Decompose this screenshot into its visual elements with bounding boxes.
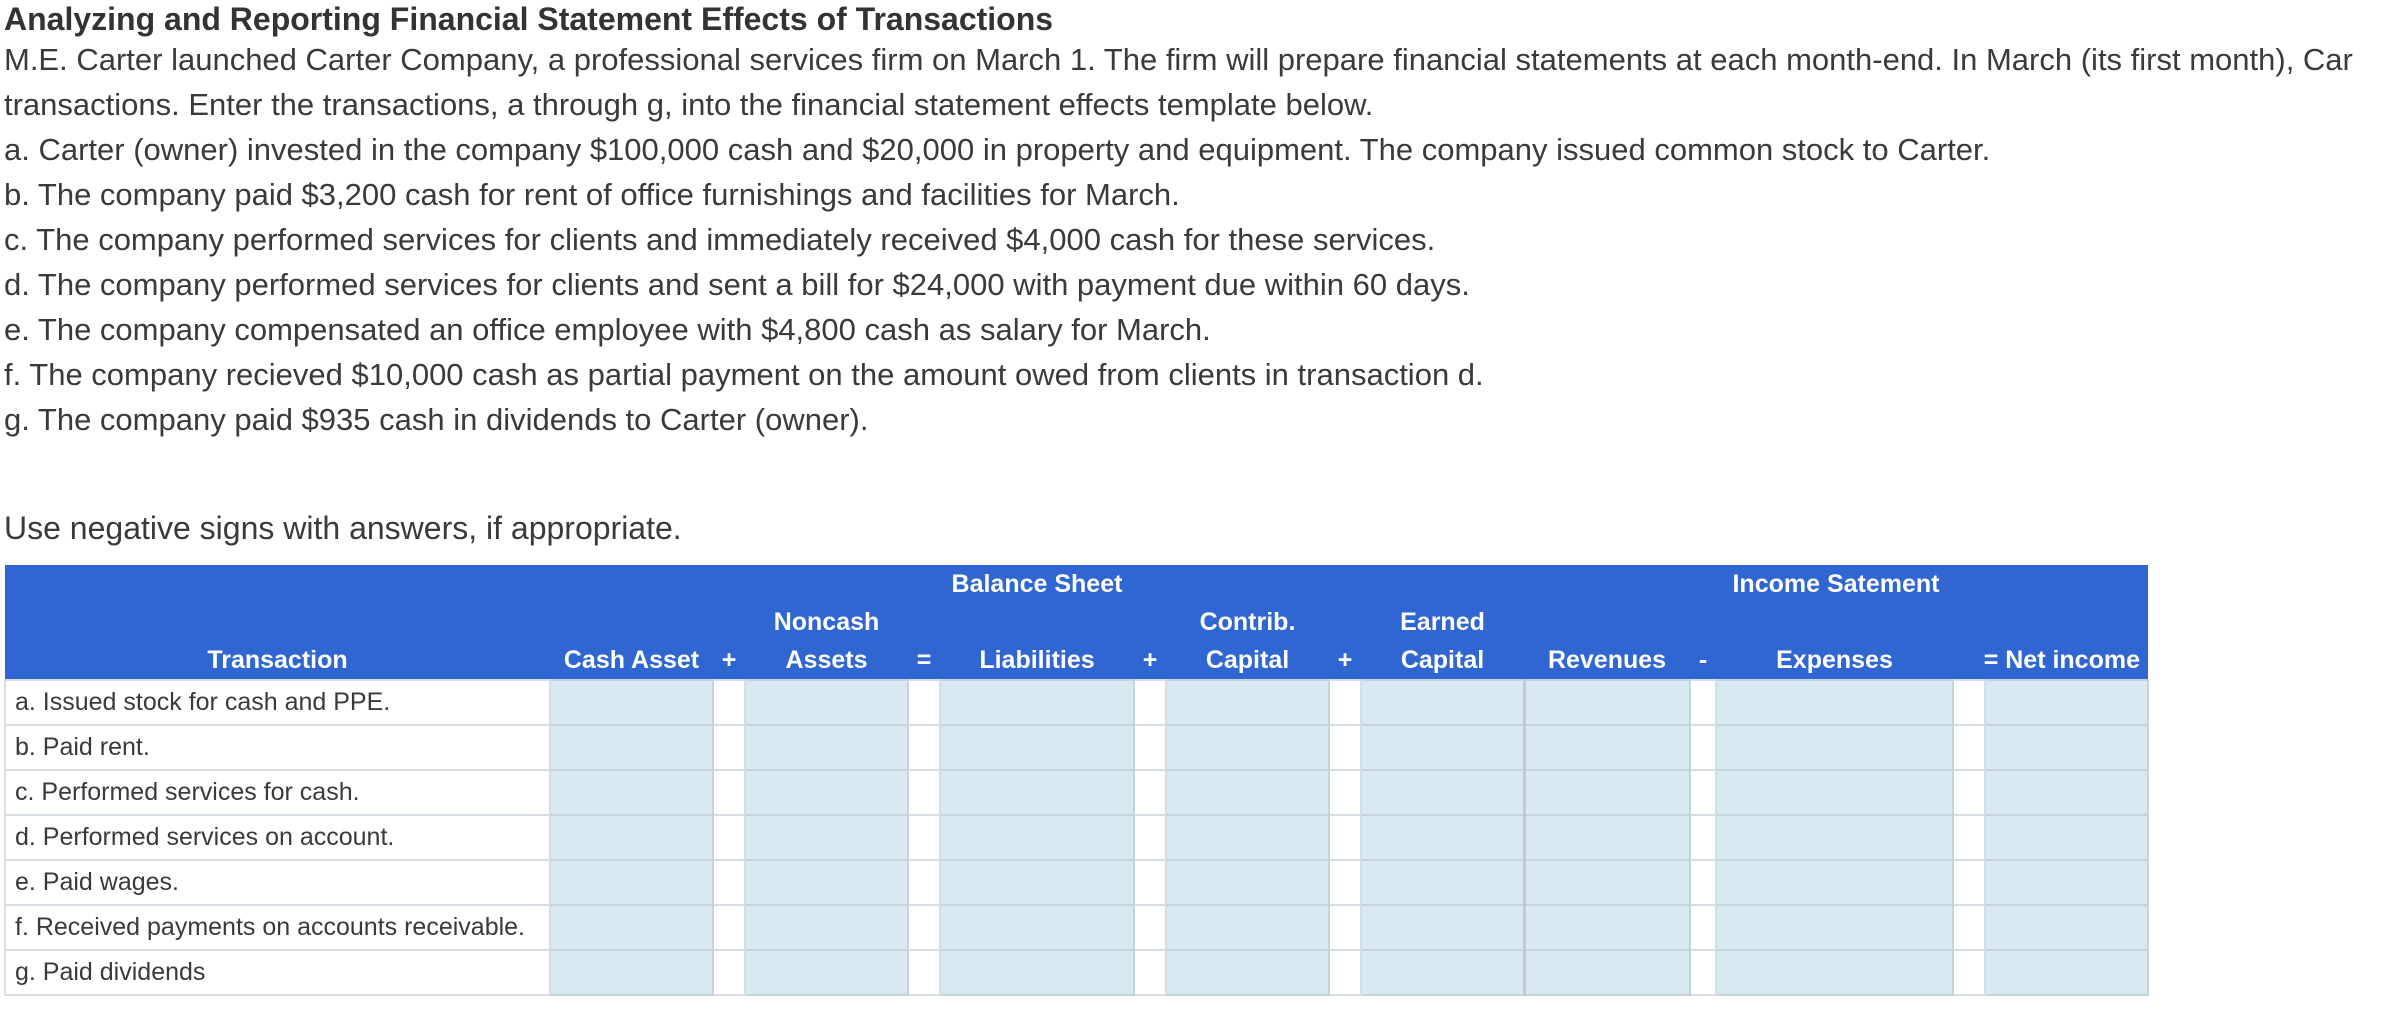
noncash-assets-input[interactable]	[745, 815, 908, 860]
liabilities-input[interactable]	[940, 725, 1134, 770]
contrib-capital-input[interactable]	[1166, 725, 1329, 770]
transaction-text-g: g. The company paid $935 cash in dividends to Carter (owner).	[4, 402, 869, 437]
contrib-capital-input[interactable]	[1166, 815, 1329, 860]
balance-sheet-header: Balance Sheet	[5, 565, 1524, 603]
table-row	[5, 905, 2148, 950]
cash-asset-input[interactable]	[550, 860, 713, 905]
cash-asset-input[interactable]	[550, 905, 713, 950]
revenues-input[interactable]	[1524, 725, 1690, 770]
instruction-note: Use negative signs with answers, if appropriate.	[4, 510, 682, 546]
cash-asset-input[interactable]	[550, 950, 713, 995]
expenses-input[interactable]	[1716, 905, 1953, 950]
liabilities-header: Liabilities	[940, 641, 1134, 680]
row-label: e. Paid wages.	[5, 860, 550, 905]
liabilities-input[interactable]	[940, 905, 1134, 950]
noncash-assets-input[interactable]	[745, 725, 908, 770]
net-income-input[interactable]	[1985, 950, 2148, 995]
expenses-header: Expenses	[1716, 641, 1953, 680]
earned-capital-input[interactable]	[1361, 770, 1524, 815]
net-income-input[interactable]	[1985, 770, 2148, 815]
noncash-assets-input[interactable]	[745, 770, 908, 815]
expenses-input[interactable]	[1716, 860, 1953, 905]
cash-asset-input[interactable]	[550, 680, 713, 725]
liabilities-input[interactable]	[940, 680, 1134, 725]
transaction-text-e: e. The company compensated an office employee with $4,800 cash as salary for March.	[4, 312, 1211, 347]
cash-asset-input[interactable]	[550, 815, 713, 860]
noncash-header-line2: Assets	[745, 641, 908, 680]
transaction-text-b: b. The company paid $3,200 cash for rent of office furnishings and facilities for March.	[4, 177, 1180, 212]
noncash-assets-input[interactable]	[745, 680, 908, 725]
contrib-header-line1: Contrib.	[1166, 603, 1329, 641]
net-income-input[interactable]	[1985, 905, 2148, 950]
expenses-input[interactable]	[1716, 950, 1953, 995]
earned-capital-input[interactable]	[1361, 860, 1524, 905]
row-label: c. Performed services for cash.	[5, 770, 550, 815]
noncash-assets-input[interactable]	[745, 905, 908, 950]
cash-asset-input[interactable]	[550, 725, 713, 770]
income-statement-header: Income Satement	[1524, 565, 2148, 603]
cash-asset-header: Cash Asset	[550, 641, 713, 680]
table-row	[5, 725, 2148, 770]
table-row	[5, 770, 2148, 815]
contrib-capital-input[interactable]	[1166, 680, 1329, 725]
contrib-capital-input[interactable]	[1166, 770, 1329, 815]
row-label: g. Paid dividends	[5, 950, 550, 995]
table-row	[5, 860, 2148, 905]
intro-line-1: M.E. Carter launched Carter Company, a professional services firm on March 1. The firm will prepare financial statements at each month-end. In March (its first month), Car	[4, 42, 2353, 77]
earned-capital-input[interactable]	[1361, 680, 1524, 725]
effects-template-table	[4, 565, 2149, 996]
liabilities-input[interactable]	[940, 770, 1134, 815]
transaction-text-c: c. The company performed services for clients and immediately received $4,000 cash for these services.	[4, 222, 1436, 257]
minus-operator: -	[1690, 641, 1716, 680]
table-row	[5, 815, 2148, 860]
contrib-capital-input[interactable]	[1166, 905, 1329, 950]
earned-capital-input[interactable]	[1361, 725, 1524, 770]
net-income-input[interactable]	[1985, 860, 2148, 905]
row-label: a. Issued stock for cash and PPE.	[5, 680, 550, 725]
net-income-input[interactable]	[1985, 725, 2148, 770]
row-label: d. Performed services on account.	[5, 815, 550, 860]
transaction-text-d: d. The company performed services for clients and sent a bill for $24,000 with payment due within 60 days.	[4, 267, 1470, 302]
row-label: f. Received payments on accounts receivable.	[5, 905, 550, 950]
liabilities-input[interactable]	[940, 950, 1134, 995]
revenues-input[interactable]	[1524, 680, 1690, 725]
transaction-text-f: f. The company recieved $10,000 cash as partial payment on the amount owed from clients in transaction d.	[4, 357, 1484, 392]
row-label: b. Paid rent.	[5, 725, 550, 770]
revenues-input[interactable]	[1524, 770, 1690, 815]
transaction-header: Transaction	[5, 641, 550, 680]
revenues-input[interactable]	[1524, 905, 1690, 950]
revenues-input[interactable]	[1524, 815, 1690, 860]
liabilities-input[interactable]	[940, 860, 1134, 905]
revenues-header: Revenues	[1524, 641, 1690, 680]
problem-title: Analyzing and Reporting Financial Statement Effects of Transactions	[4, 1, 1054, 37]
contrib-capital-input[interactable]	[1166, 860, 1329, 905]
revenues-input[interactable]	[1524, 860, 1690, 905]
earned-capital-input[interactable]	[1361, 815, 1524, 860]
expenses-input[interactable]	[1716, 770, 1953, 815]
plus-operator: +	[1134, 641, 1166, 680]
expenses-input[interactable]	[1716, 815, 1953, 860]
contrib-capital-input[interactable]	[1166, 950, 1329, 995]
noncash-header-line1: Noncash	[745, 603, 908, 641]
table-row	[5, 950, 2148, 995]
noncash-assets-input[interactable]	[745, 950, 908, 995]
earned-header-line2: Capital	[1361, 641, 1524, 680]
net-income-input[interactable]	[1985, 815, 2148, 860]
plus-operator: +	[1329, 641, 1361, 680]
earned-capital-input[interactable]	[1361, 950, 1524, 995]
intro-line-2: transactions. Enter the transactions, a through g, into the financial statement effects template below.	[4, 87, 1374, 122]
net-income-input[interactable]	[1985, 680, 2148, 725]
table-row	[5, 680, 2148, 725]
contrib-header-line2: Capital	[1166, 641, 1329, 680]
noncash-assets-input[interactable]	[745, 860, 908, 905]
expenses-input[interactable]	[1716, 680, 1953, 725]
equals-operator: =	[908, 641, 940, 680]
net-income-header: = Net income	[1953, 641, 2148, 680]
earned-capital-input[interactable]	[1361, 905, 1524, 950]
liabilities-input[interactable]	[940, 815, 1134, 860]
plus-operator: +	[713, 641, 745, 680]
expenses-input[interactable]	[1716, 725, 1953, 770]
revenues-input[interactable]	[1524, 950, 1690, 995]
cash-asset-input[interactable]	[550, 770, 713, 815]
transaction-text-a: a. Carter (owner) invested in the company $100,000 cash and $20,000 in property and equipment. The company issued common stock to Carter.	[4, 132, 1991, 167]
earned-header-line1: Earned	[1361, 603, 1524, 641]
